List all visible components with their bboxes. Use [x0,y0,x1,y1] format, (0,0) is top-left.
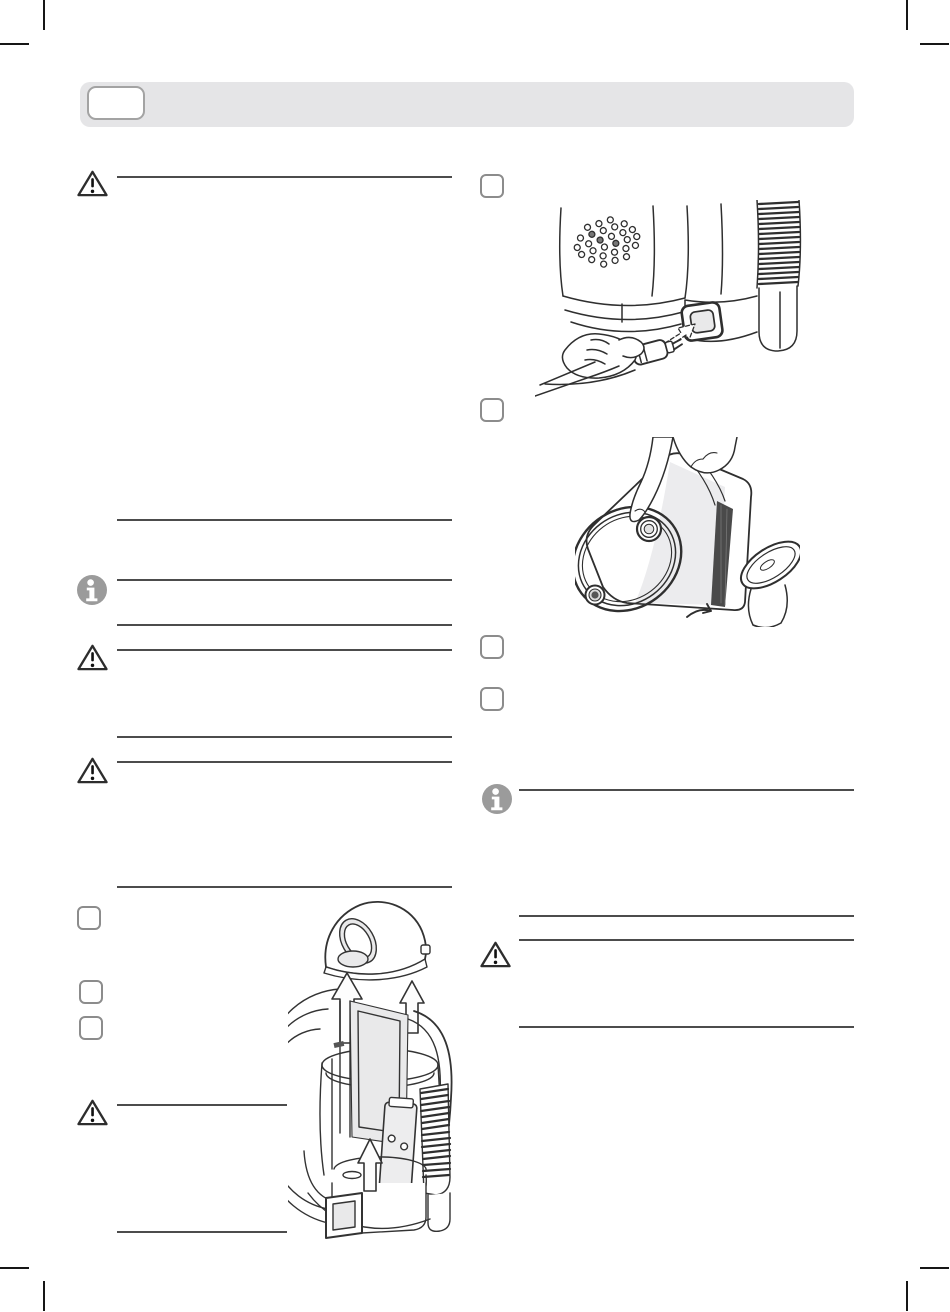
heading-rule [117,1104,287,1106]
closing-rule [117,624,452,626]
closing-rule [117,886,452,888]
info-circle-icon [77,575,107,605]
step-checkbox [480,398,504,422]
heading-rule [117,761,452,763]
closing-rule [519,1026,854,1028]
step-checkbox [480,174,504,198]
crop-mark-icon [906,1281,908,1311]
header-label-box [87,86,145,120]
heading-rule [519,789,854,791]
info-circle-icon [482,784,512,814]
crop-mark-icon [906,0,908,30]
step-checkbox [480,635,504,659]
crop-mark-icon [43,1281,45,1311]
closing-rule [117,736,452,738]
step-checkbox [79,1016,103,1040]
crop-mark-icon [920,43,949,45]
section-header-bar [80,82,854,127]
step-checkbox [79,980,103,1004]
heading-rule [519,939,854,941]
step-checkbox [480,687,504,711]
heading-rule [117,649,452,651]
crop-mark-icon [0,1267,29,1269]
warning-triangle-icon [479,940,512,969]
warning-triangle-icon [76,1098,109,1127]
water-tank-lift-illustration [288,893,463,1245]
closing-rule [117,1231,287,1233]
power-cord-plug-in-illustration [535,200,805,400]
step-checkbox [77,906,101,930]
closing-rule [519,915,854,917]
crop-mark-icon [0,43,29,45]
heading-rule [117,579,452,581]
heading-rule [117,176,452,178]
power-button-press-illustration [575,437,800,627]
warning-triangle-icon [76,169,109,198]
closing-rule [117,519,452,521]
crop-mark-icon [920,1267,949,1269]
warning-triangle-icon [76,756,109,785]
warning-triangle-icon [76,643,109,672]
crop-mark-icon [43,0,45,30]
